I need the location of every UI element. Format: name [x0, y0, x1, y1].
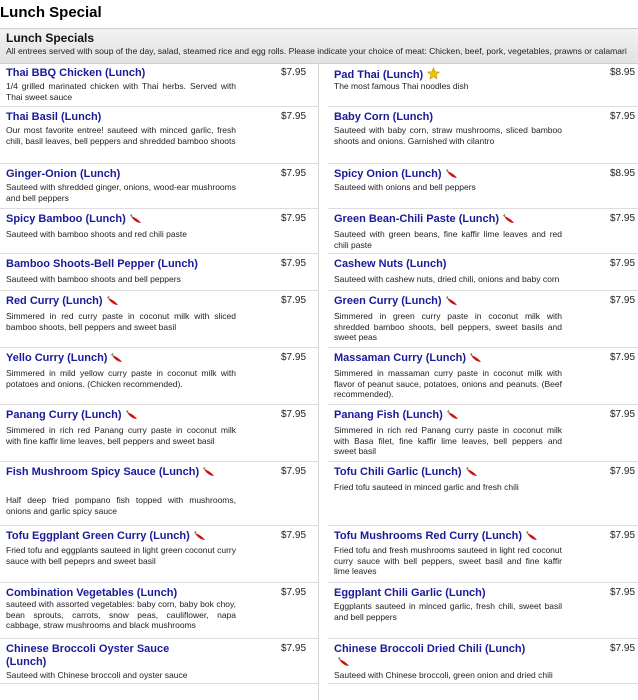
- menu-item[interactable]: [0, 107, 318, 164]
- menu-item-price: $7.95: [281, 530, 307, 541]
- menu-item-price: $7.95: [610, 587, 636, 598]
- menu-item-description: 1/4 grilled marinated chicken with Thai herbs. Served with Thai sweet sauce: [6, 81, 236, 102]
- menu-item-description: Sauteed with Chinese broccoli, green onion and dried chili: [334, 670, 553, 680]
- chili-pepper-icon: [338, 657, 350, 671]
- menu-item-name[interactable]: Massaman Curry (Lunch): [334, 352, 594, 367]
- menu-item-price: $7.95: [281, 352, 307, 363]
- menu-item[interactable]: [0, 462, 318, 526]
- menu-item[interactable]: [0, 291, 318, 348]
- menu-item[interactable]: [328, 254, 638, 291]
- menu-column-left: [0, 63, 319, 700]
- menu-item-name[interactable]: Eggplant Chili Garlic (Lunch): [334, 587, 486, 599]
- menu-item-description: Sauteed with shredded ginger, onions, wood-ear mushrooms and bell peppers: [6, 182, 236, 203]
- chili-pepper-icon: [466, 467, 478, 481]
- chili-pepper-icon: [107, 296, 119, 310]
- menu-item-price: $7.95: [281, 168, 307, 179]
- chili-pepper-icon: [526, 531, 538, 545]
- menu-item[interactable]: [328, 583, 638, 639]
- menu-item[interactable]: [0, 526, 318, 583]
- chili-pepper-icon: [470, 353, 482, 367]
- menu-item-name[interactable]: Chinese Broccoli Oyster Sauce (Lunch): [6, 643, 170, 668]
- menu-item-name[interactable]: Green Bean-Chili Paste (Lunch): [334, 213, 594, 228]
- menu-item[interactable]: [328, 405, 638, 462]
- menu-item-price: $7.95: [281, 67, 307, 78]
- menu-item-price: $7.95: [281, 111, 307, 122]
- menu-item-price: $7.95: [610, 466, 636, 477]
- menu-item-description: Sauteed with onions and bell peppers: [334, 182, 476, 192]
- menu-item[interactable]: [328, 209, 638, 254]
- section-header: [0, 28, 638, 64]
- menu-item-name[interactable]: Green Curry (Lunch): [334, 295, 594, 310]
- menu-item-description: sauteed with assorted vegetables: baby corn, baby bok choy, bean sprouts, carrots, snow peas, cauliflower, napa cabbage, straw mushrooms and black mushrooms: [6, 599, 236, 630]
- menu-item-price: $7.95: [610, 295, 636, 306]
- menu-item-price: $7.95: [610, 213, 636, 224]
- menu-item[interactable]: [328, 107, 638, 164]
- menu-item-description: Eggplants sauteed in minced garlic, fresh chili, sweet basil and bell peppers: [334, 601, 562, 622]
- menu-item-price: $7.95: [281, 587, 307, 598]
- menu-item-price: $7.95: [610, 530, 636, 541]
- menu-item-price: $7.95: [281, 643, 307, 654]
- chili-pepper-icon: [446, 169, 458, 183]
- menu-item[interactable]: [328, 348, 638, 405]
- menu-item[interactable]: [328, 526, 638, 583]
- menu-item-description: Sauteed with Chinese broccoli and oyster sauce: [6, 670, 188, 680]
- menu-item[interactable]: [328, 639, 638, 684]
- menu-item[interactable]: [0, 164, 318, 209]
- menu-item-name[interactable]: Spicy Onion (Lunch): [334, 168, 594, 183]
- menu-item-description: Simmered in mild yellow curry paste in coconut milk with potatoes and onions. (Chicken recommended).: [6, 368, 236, 389]
- menu-item-description: Simmered in red curry paste in coconut milk with sliced bamboo shoots, bell peppers and sweet basil: [6, 311, 236, 332]
- menu-item-name[interactable]: Pad Thai (Lunch): [334, 67, 594, 84]
- menu-item-description: Sauteed with bamboo shoots and red chili paste: [6, 229, 187, 239]
- section-title: Lunch Specials: [6, 31, 95, 45]
- menu-item-description: Sauteed with bamboo shoots and bell peppers: [6, 274, 181, 284]
- menu-item-description: Sauteed with green beans, fine kaffir lime leaves and red chili paste: [334, 229, 562, 250]
- chili-pepper-icon: [447, 410, 459, 424]
- menu-item[interactable]: [0, 209, 318, 254]
- menu-item-price: $7.95: [281, 466, 307, 477]
- menu-item-name[interactable]: Combination Vegetables (Lunch): [6, 587, 178, 599]
- menu-item-price: $7.95: [610, 352, 636, 363]
- menu-item[interactable]: [0, 348, 318, 405]
- menu-item-price: $7.95: [610, 409, 636, 420]
- menu-item-price: $7.95: [281, 409, 307, 420]
- menu-item-price: $7.95: [281, 295, 307, 306]
- menu-item[interactable]: [0, 583, 318, 639]
- menu-item-description: Half deep fried pompano fish topped with mushrooms, onions and garlic spicy sauce: [6, 495, 236, 516]
- menu-item-name[interactable]: Yello Curry (Lunch): [6, 352, 276, 367]
- chili-pepper-icon: [503, 214, 515, 228]
- menu-item-description: Fried tofu and eggplants sauteed in light green coconut curry sauce with bell pepeprs and sweet basil: [6, 545, 236, 566]
- menu-item[interactable]: [328, 63, 638, 107]
- chili-pepper-icon: [203, 467, 215, 481]
- menu-item-name[interactable]: Thai BBQ Chicken (Lunch): [6, 67, 146, 79]
- menu-item[interactable]: [0, 254, 318, 291]
- menu-item-price: $7.95: [610, 643, 636, 654]
- chili-pepper-icon: [126, 410, 138, 424]
- menu-item-name[interactable]: Baby Corn (Lunch): [334, 111, 433, 123]
- chili-pepper-icon: [194, 531, 206, 545]
- menu-item-description: Fried tofu sauteed in minced garlic and fresh chili: [334, 482, 519, 492]
- menu-item-name[interactable]: Fish Mushroom Spicy Sauce (Lunch): [6, 466, 276, 481]
- menu-item-description: Simmered in rich red Panang curry paste in coconut milk with fine kaffir lime leaves, bell peppers and sweet basil: [6, 425, 236, 446]
- menu-item-name[interactable]: Thai Basil (Lunch): [6, 111, 102, 123]
- page-title: Lunch Special: [0, 4, 102, 21]
- menu-item-price: $7.95: [281, 213, 307, 224]
- menu-column-right: [328, 63, 638, 700]
- menu-item-name[interactable]: Chinese Broccoli Dried Chili (Lunch): [334, 643, 534, 671]
- menu-item-name[interactable]: Panang Curry (Lunch): [6, 409, 276, 424]
- menu-item[interactable]: [0, 639, 318, 684]
- chili-pepper-icon: [130, 214, 142, 228]
- menu-item-description: The most famous Thai noodles dish: [334, 81, 469, 91]
- menu-item-description: Simmered in massaman curry paste in coconut milk with flavor of peanut sauce, potatoes, onions and peanuts. (Beef recommended).: [334, 368, 562, 399]
- chili-pepper-icon: [446, 296, 458, 310]
- menu-item-price: $8.95: [610, 168, 636, 179]
- chili-pepper-icon: [111, 353, 123, 367]
- menu-item[interactable]: [328, 164, 638, 209]
- menu-item-price: $8.95: [610, 67, 636, 78]
- menu-item-name[interactable]: Cashew Nuts (Lunch): [334, 258, 447, 270]
- menu-item-price: $7.95: [610, 111, 636, 122]
- menu-item[interactable]: [328, 291, 638, 348]
- menu-item[interactable]: [0, 63, 318, 107]
- menu-item[interactable]: [0, 405, 318, 462]
- menu-item-name[interactable]: Spicy Bamboo (Lunch): [6, 213, 276, 228]
- menu-item-name[interactable]: Red Curry (Lunch): [6, 295, 276, 310]
- menu-item[interactable]: [328, 462, 638, 526]
- menu-item-description: Simmered in green curry paste in coconut milk with shredded bamboo shoots, bell peppers, sweet basils and sweet peas: [334, 311, 562, 342]
- menu-item-description: Our most favorite entree! sauteed with minced garlic, fresh chili, basil leaves, bell peppers and shredded bamboo shoots: [6, 125, 236, 146]
- menu-item-description: Sauteed with baby corn, straw mushrooms, sliced bamboo shoots and onions. Garnished with cilantro: [334, 125, 562, 146]
- menu-item-description: Simmered in rich red Panang curry paste in coconut milk with Basa filet, fine kaffir lime leaves, bell peppers and sweet basil: [334, 425, 562, 456]
- menu-item-price: $7.95: [281, 258, 307, 269]
- menu-item-name[interactable]: Bamboo Shoots-Bell Pepper (Lunch): [6, 258, 198, 270]
- section-description: All entrees served with soup of the day, salad, steamed rice and egg rolls. Please indicate your choice of meat: Chicken, beef, pork, vegetables, prawns or calamari: [6, 46, 627, 56]
- menu-item-name[interactable]: Tofu Eggplant Green Curry (Lunch): [6, 530, 276, 545]
- menu-item-description: Fried tofu and fresh mushrooms sauteed in light red coconut curry sauce with bell peppers, sweet basil and fine kaffir lime leaves: [334, 545, 562, 576]
- menu-item-name[interactable]: Tofu Mushrooms Red Curry (Lunch): [334, 530, 594, 545]
- menu-item-name[interactable]: Tofu Chili Garlic (Lunch): [334, 466, 594, 481]
- menu-item-name[interactable]: Ginger-Onion (Lunch): [6, 168, 121, 180]
- menu-item-name[interactable]: Panang Fish (Lunch): [334, 409, 594, 424]
- menu-item-description: Sauteed with cashew nuts, dried chili, onions and baby corn: [334, 274, 560, 284]
- menu-item-price: $7.95: [610, 258, 636, 269]
